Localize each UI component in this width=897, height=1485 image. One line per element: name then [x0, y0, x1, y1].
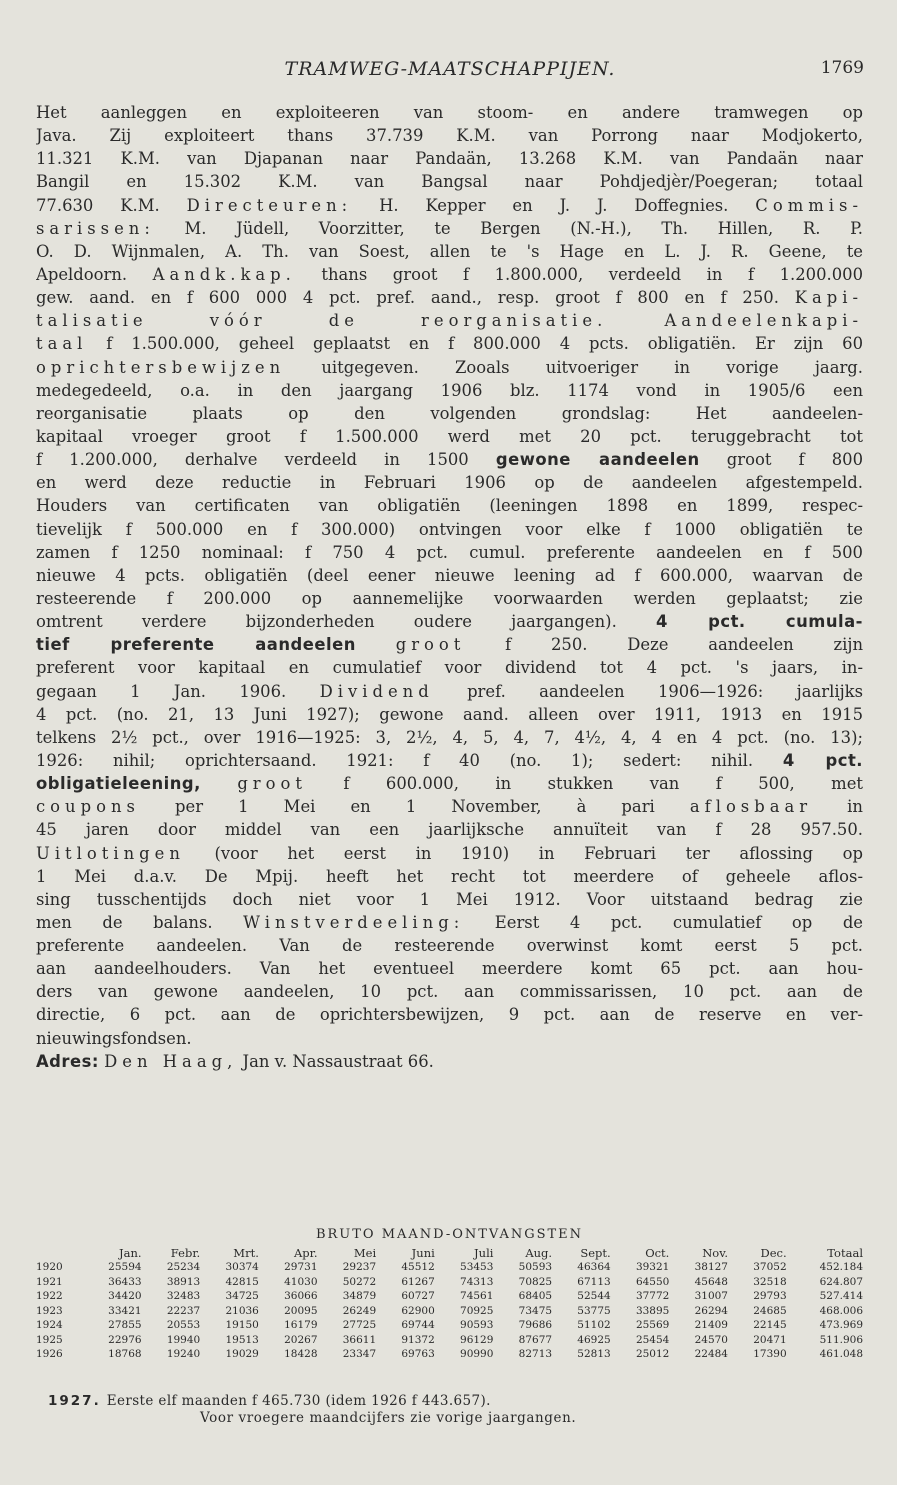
column-header: [36, 1245, 83, 1260]
note-text: Eerste elf maanden f 465.730 (idem 1926 f 443.657).: [106, 1393, 491, 1409]
text-line: [36, 356, 863, 379]
text-line: [36, 564, 863, 587]
table-cell: 25012: [635, 1348, 670, 1361]
text-line: [36, 633, 863, 656]
column-header: Mrt.: [233, 1245, 259, 1260]
spaced-heading-text: Winstverdeeling:: [243, 912, 465, 932]
table-cell: 96129: [460, 1333, 494, 1346]
table-cell: 91372: [401, 1333, 435, 1346]
table-cell: 39321: [635, 1261, 670, 1274]
text-segment: Houders van certificaten van obligatiën (leeningen 1898 en 1899, respec-: [36, 496, 863, 516]
table-row: [36, 1304, 863, 1319]
table-cell: 18428: [284, 1348, 318, 1361]
table-cell: 27855: [108, 1319, 142, 1332]
table-cell: 30374: [225, 1261, 259, 1274]
spaced-heading-text: Directeuren:: [186, 195, 353, 215]
text-line: [36, 379, 863, 402]
spaced-heading-text: groot: [237, 774, 307, 794]
spaced-heading-text: Aandk.kap.: [152, 264, 296, 284]
row-year: 1920: [36, 1261, 63, 1274]
table-cell: 87677: [518, 1333, 553, 1346]
table-cell: 527.414: [819, 1290, 863, 1303]
table-cell: 20471: [753, 1333, 787, 1346]
table-cell: 21409: [694, 1319, 728, 1332]
table-row: [36, 1260, 863, 1275]
table-cell: 29731: [284, 1261, 318, 1274]
text-segment: groot f 800: [699, 450, 863, 470]
text-segment: O. D. Wijnmalen, A. Th. van Soest, allen te 's Hage en L. J. R. Geene, te: [36, 241, 863, 261]
spaced-heading-text: aflosbaar: [689, 797, 813, 817]
text-segment: [607, 311, 664, 330]
text-line: [36, 309, 863, 332]
text-segment: Apeldoorn.: [36, 264, 153, 284]
text-segment: aan aandeelhouders. Van het eventueel meerdere komt 65 pct. aan hou-: [36, 959, 863, 979]
table-cell: 45512: [401, 1261, 435, 1274]
column-header: Jan.: [119, 1245, 142, 1260]
note-older-figures: Voor vroegere maandcijfers zie vorige jaargangen.: [200, 1410, 577, 1426]
table-cell: 53453: [460, 1261, 494, 1274]
row-year: 1924: [36, 1319, 63, 1332]
table-cell: 69763: [401, 1348, 435, 1361]
table-cell: 19150: [225, 1319, 259, 1332]
table-cell: 34420: [108, 1290, 142, 1303]
table-cell: 18768: [108, 1348, 142, 1361]
text-segment: preferente aandeelen. Van de resteerende overwinst komt eerst 5 pct.: [36, 936, 863, 956]
column-header: Dec.: [760, 1245, 787, 1260]
text-line: [36, 448, 863, 471]
text-line: [36, 957, 863, 980]
text-segment: 1926: nihil; oprichtersaand. 1921: f 40 (no. 1); sedert: nihil.: [36, 750, 783, 770]
text-segment: [201, 774, 237, 793]
column-header: Sept.: [580, 1245, 611, 1260]
table-header-row: [36, 1245, 863, 1260]
text-line: [36, 587, 863, 610]
table-cell: 19240: [166, 1348, 201, 1361]
text-segment: gew. aand. en f 600 000 4 pct. pref. aand., resp. groot f 800 en f 250.: [36, 288, 795, 308]
text-segment: 77.630 K.M.: [36, 195, 187, 215]
spaced-heading-text: taal: [36, 334, 88, 354]
table-cell: 53775: [577, 1304, 611, 1317]
table-cell: 24570: [694, 1333, 728, 1346]
column-header: Nov.: [702, 1245, 728, 1260]
text-line: [36, 147, 863, 170]
column-header: Mei: [353, 1245, 377, 1260]
text-segment: (voor het eerst in 1910) in Februari ter aflossing op: [184, 843, 863, 863]
text-line: [36, 286, 863, 309]
text-line: [36, 842, 863, 865]
table-row: [36, 1318, 863, 1333]
text-segment: Eerst 4 pct. cumulatief op de: [464, 912, 863, 932]
table-cell: 74561: [460, 1290, 494, 1303]
spaced-heading-text: Kapi-: [794, 288, 863, 308]
table-cell: 69744: [401, 1319, 435, 1332]
text-line: [36, 1003, 863, 1026]
spaced-heading-text: oprichtersbewijzen: [36, 357, 286, 377]
table-cell: 32518: [753, 1275, 787, 1288]
spaced-heading-text: Dividend: [319, 681, 434, 701]
text-segment: f 1.200.000, derhalve verdeeld in 1500: [36, 450, 496, 470]
table-cell: 46364: [577, 1261, 611, 1274]
text-line: [36, 194, 863, 217]
bold-heading-text: 4 pct.: [782, 750, 863, 770]
table-cell: 37772: [635, 1290, 670, 1303]
row-year: 1923: [36, 1304, 63, 1317]
text-line: [36, 332, 863, 355]
spaced-heading-text: Den Haag,: [104, 1051, 238, 1071]
bold-heading-text: 4 pct. cumula-: [656, 612, 863, 632]
text-segment: f 1.500.000, geheel geplaatst en f 800.000 4 pcts. obligatiën. Er zijn 60: [87, 334, 863, 354]
table-cell: 82713: [518, 1348, 553, 1361]
table-cell: 79686: [518, 1319, 553, 1332]
table-cell: 62900: [401, 1304, 435, 1317]
row-year: 1921: [36, 1275, 63, 1288]
spaced-heading-text: sarissen:: [36, 218, 155, 238]
table-cell: 36611: [342, 1333, 377, 1346]
spaced-heading-text: Uitlotingen: [36, 843, 185, 863]
table-cell: 25454: [635, 1333, 670, 1346]
text-segment: nieuwingsfondsen.: [36, 1028, 192, 1048]
table-cell: 26249: [342, 1304, 377, 1317]
table-cell: 70925: [460, 1304, 494, 1317]
table-cell: 20095: [284, 1304, 318, 1317]
table-cell: 21036: [225, 1304, 259, 1317]
table-cell: 45648: [694, 1275, 728, 1288]
text-line: [36, 1050, 863, 1073]
spaced-heading-text: Aandeelenkapi-: [664, 311, 863, 331]
text-segment: thans groot f 1.800.000, verdeeld in f 1.200.000: [295, 264, 863, 284]
text-line: [36, 402, 863, 425]
text-segment: 4 pct. (no. 21, 13 Juni 1927); gewone aand. alleen over 1911, 1913 en 1915: [36, 704, 863, 724]
text-line: [36, 911, 863, 934]
column-header: Juli: [474, 1245, 494, 1260]
running-title: TRAMWEG-MAATSCHAPPIJEN.: [284, 58, 616, 80]
bold-heading-text: gewone aandeelen: [495, 450, 700, 470]
table-cell: 50272: [342, 1275, 377, 1288]
page-header: [36, 58, 864, 82]
table-cell: 26294: [694, 1304, 728, 1317]
table-cell: 20267: [284, 1333, 318, 1346]
column-header: Juni: [411, 1245, 435, 1260]
monthly-revenue-table: [36, 1245, 863, 1362]
text-segment: reorganisatie plaats op den volgenden grondslag: Het aandeelen-: [36, 403, 863, 423]
text-segment: Bangil en 15.302 K.M. van Bangsal naar Pohdjedjèr/Poegeran; totaal: [36, 172, 863, 192]
text-segment: Jan v. Nassaustraat 66.: [237, 1051, 434, 1071]
text-line: [36, 888, 863, 911]
table-cell: 468.006: [819, 1304, 863, 1317]
table-cell: 34725: [225, 1290, 259, 1303]
text-segment: gegaan 1 Jan. 1906.: [36, 681, 320, 701]
table-cell: 52813: [577, 1348, 611, 1361]
table-cell: 33421: [108, 1304, 142, 1317]
table-cell: 68405: [518, 1290, 553, 1303]
column-header: Apr.: [293, 1245, 318, 1260]
company-description: [36, 101, 863, 1073]
table-title: BRUTO MAAND-ONTVANGSTEN: [315, 1227, 584, 1242]
table-cell: 22145: [753, 1319, 787, 1332]
table-cell: 19513: [225, 1333, 259, 1346]
bold-heading-text: tief preferente aandeelen: [36, 635, 356, 655]
table-cell: 22237: [166, 1304, 201, 1317]
table-cell: 33895: [635, 1304, 670, 1317]
text-line: [36, 124, 863, 147]
text-segment: f 600.000, in stukken van f 500, met: [306, 774, 863, 794]
text-line: [36, 749, 863, 772]
text-segment: telkens 2½ pct., over 1916—1925: 3, 2½, 4, 5, 4, 7, 4½, 4, 4 en 4 pct. (no. 13);: [36, 727, 863, 747]
text-segment: 11.321 K.M. van Djapanan naar Pandaän, 13.268 K.M. van Pandaän naar: [36, 149, 863, 169]
table-cell: 624.807: [819, 1275, 863, 1288]
table-cell: 22484: [694, 1348, 728, 1361]
table-row: [36, 1347, 863, 1362]
table-cell: 25594: [108, 1261, 142, 1274]
note-1927: [48, 1393, 491, 1409]
table-cell: 511.906: [819, 1333, 863, 1346]
table-cell: 38913: [166, 1275, 201, 1288]
table-cell: 61267: [401, 1275, 435, 1288]
text-segment: f 250. Deze aandeelen zijn: [465, 635, 863, 655]
table-cell: 461.048: [819, 1348, 863, 1361]
table-cell: 25569: [635, 1319, 670, 1332]
text-segment: omtrent verdere bijzonderheden oudere jaargangen).: [36, 612, 657, 632]
table-cell: 27725: [342, 1319, 377, 1332]
table-cell: 90990: [460, 1348, 494, 1361]
table-cell: 29237: [342, 1261, 377, 1274]
table-cell: 46925: [577, 1333, 611, 1346]
table-row: [36, 1289, 863, 1304]
note-year: 1927.: [48, 1393, 101, 1409]
text-segment: nieuwe 4 pcts. obligatiën (deel eener nieuwe leening ad f 600.000, waarvan de: [36, 565, 863, 585]
text-line: [36, 425, 863, 448]
table-cell: 67113: [577, 1275, 611, 1288]
text-segment: H. Kepper en J. J. Doffegnies.: [352, 195, 756, 215]
text-line: [36, 494, 863, 517]
text-segment: Het aanleggen en exploiteeren van stoom- en andere tramwegen op: [36, 103, 863, 122]
table-cell: 42815: [225, 1275, 259, 1288]
text-line: [36, 1027, 863, 1050]
column-header: Oct.: [645, 1245, 670, 1260]
text-line: [36, 101, 863, 124]
table-cell: 24685: [753, 1304, 787, 1317]
table-cell: 60727: [401, 1290, 435, 1303]
table-cell: 51102: [577, 1319, 611, 1332]
table-cell: 34879: [342, 1290, 377, 1303]
text-line: [36, 217, 863, 240]
spaced-heading-text: talisatie vóór de reorganisatie.: [36, 311, 608, 331]
table-cell: 20553: [166, 1319, 201, 1332]
spaced-heading-text: coupons: [36, 797, 140, 817]
text-line: [36, 772, 863, 795]
text-segment: Java. Zij exploiteert thans 37.739 K.M. van Porrong naar Modjokerto,: [36, 126, 863, 146]
text-segment: [356, 635, 396, 654]
table-cell: 64550: [635, 1275, 670, 1288]
text-line: [36, 680, 863, 703]
table-cell: 37052: [753, 1261, 787, 1274]
text-segment: 1 Mei d.a.v. De Mpij. heeft het recht tot meerdere of geheele aflos-: [36, 866, 863, 886]
text-segment: directie, 6 pct. aan de oprichtersbewijzen, 9 pct. aan de reserve en ver-: [36, 1005, 863, 1025]
bold-heading-text: obligatieleening,: [36, 774, 201, 794]
text-segment: en werd deze reductie in Februari 1906 op de aandeelen afgestempeld.: [36, 473, 863, 493]
text-line: [36, 726, 863, 749]
table-cell: 17390: [753, 1348, 787, 1361]
text-line: [36, 170, 863, 193]
row-year: 1925: [36, 1333, 63, 1346]
text-line: [36, 541, 863, 564]
table-cell: 452.184: [819, 1261, 863, 1274]
table-cell: 29793: [753, 1290, 787, 1303]
text-segment: preferent voor kapitaal en cumulatief voor dividend tot 4 pct. 's jaars, in-: [36, 658, 863, 678]
text-segment: zamen f 1250 nominaal: f 750 4 pct. cumul. preferente aandeelen en f 500: [36, 542, 863, 562]
table-cell: 73475: [518, 1304, 553, 1317]
text-segment: in: [812, 797, 863, 817]
text-segment: medegedeeld, o.a. in den jaargang 1906 blz. 1174 vond in 1905/6 een: [36, 380, 863, 400]
table-cell: 19029: [225, 1348, 259, 1361]
table-cell: 22976: [108, 1333, 142, 1346]
text-segment: men de balans.: [36, 912, 244, 932]
bold-heading-text: Adres:: [36, 1051, 99, 1071]
table-cell: 50593: [518, 1261, 553, 1274]
table-cell: 23347: [342, 1348, 377, 1361]
text-line: [36, 471, 863, 494]
text-line: [36, 703, 863, 726]
text-line: [36, 610, 863, 633]
spaced-heading-text: Commis-: [755, 195, 863, 215]
text-segment: 45 jaren door middel van een jaarlijksche annuïteit van f 28 957.50.: [36, 820, 863, 840]
text-segment: per 1 Mei en 1 November, à pari: [139, 797, 690, 817]
table-cell: 25234: [166, 1261, 201, 1274]
text-segment: ders van gewone aandeelen, 10 pct. aan commissarissen, 10 pct. aan de: [36, 982, 863, 1002]
table-cell: 52544: [577, 1290, 611, 1303]
table-cell: 16179: [284, 1319, 318, 1332]
column-header: Aug.: [525, 1245, 553, 1260]
table-cell: 31007: [694, 1290, 728, 1303]
text-segment: resteerende f 200.000 op aannemelijke voorwaarden werden geplaatst; zie: [36, 588, 863, 608]
table-cell: 473.969: [819, 1319, 863, 1332]
text-segment: M. Jüdell, Voorzitter, te Bergen (N.-H.), Th. Hillen, R. P.: [154, 218, 863, 238]
spaced-heading-text: groot: [395, 635, 466, 655]
table-cell: 19940: [166, 1333, 201, 1346]
table-cell: 70825: [518, 1275, 553, 1288]
column-header: Febr.: [170, 1245, 201, 1260]
table-cell: 38127: [694, 1261, 728, 1274]
table-cell: 74313: [460, 1275, 494, 1288]
text-line: [36, 795, 863, 818]
text-segment: sing tusschentijds doch niet voor 1 Mei 1912. Voor uitstaand bedrag zie: [36, 889, 863, 909]
text-segment: kapitaal vroeger groot f 1.500.000 werd met 20 pct. teruggebracht tot: [36, 426, 863, 446]
text-line: [36, 518, 863, 541]
row-year: 1926: [36, 1348, 63, 1361]
text-line: [36, 656, 863, 679]
text-segment: uitgegeven. Zooals uitvoeriger in vorige jaarg.: [285, 357, 863, 377]
table-cell: 41030: [284, 1275, 318, 1288]
text-segment: pref. aandeelen 1906—1926: jaarlijks: [433, 681, 863, 701]
text-line: [36, 818, 863, 841]
row-year: 1922: [36, 1290, 63, 1303]
text-line: [36, 263, 863, 286]
table-row: [36, 1333, 863, 1348]
text-line: [36, 865, 863, 888]
table-cell: 36433: [108, 1275, 142, 1288]
text-segment: tievelijk f 500.000 en f 300.000) ontvingen voor elke f 1000 obligatiën te: [36, 519, 863, 539]
column-header: Totaal: [827, 1245, 863, 1260]
text-line: [36, 240, 863, 263]
table-cell: 90593: [460, 1319, 494, 1332]
table-row: [36, 1275, 863, 1290]
table-cell: 36066: [284, 1290, 318, 1303]
text-line: [36, 934, 863, 957]
page-number: 1769: [820, 58, 864, 78]
table-cell: 32483: [166, 1290, 201, 1303]
text-line: [36, 980, 863, 1003]
